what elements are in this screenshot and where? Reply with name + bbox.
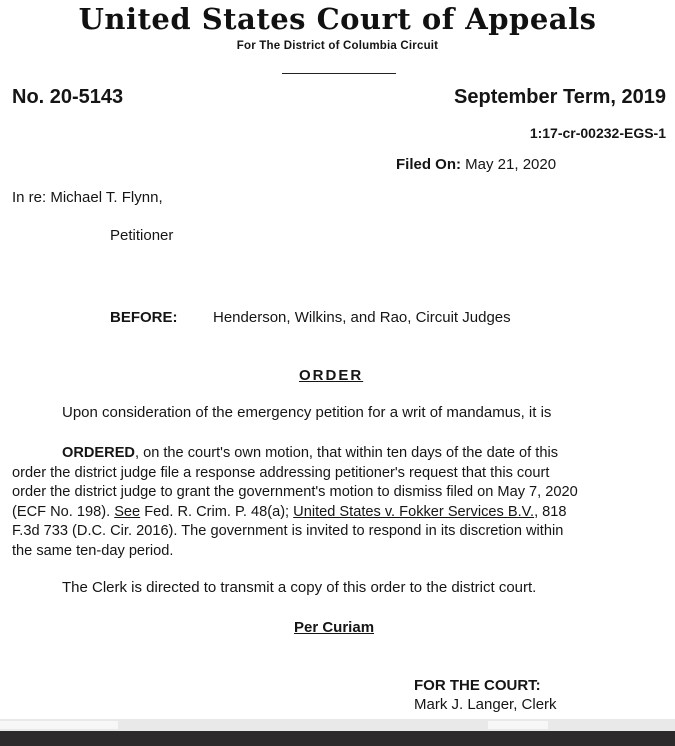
filed-date: May 21, 2020 <box>465 156 557 173</box>
docket-number: No. 20-5143 <box>12 86 124 108</box>
ecf-citation: (ECF No. 198). <box>12 503 115 520</box>
header-divider <box>282 73 396 74</box>
bottom-bar <box>0 731 675 746</box>
reporter-volume: , 818 <box>534 503 567 520</box>
order-line-3: order the district judge to grant the government's motion to dismiss filed on May 7, 2020 <box>12 484 578 500</box>
panel-judges: Henderson, Wilkins, and Rao, Circuit Judges <box>213 309 511 326</box>
order-line-1 <box>12 444 672 464</box>
per-curiam: Per Curiam <box>294 619 375 636</box>
case-citation: United States v. Fokker Services B.V. <box>293 503 535 520</box>
ordered-keyword: ORDERED <box>62 445 135 461</box>
order-line-4 <box>12 503 672 523</box>
court-name-heading: United States Court of Appeals <box>78 2 597 36</box>
order-paragraph-1: Upon consideration of the emergency petition for a writ of mandamus, it is <box>62 404 552 421</box>
order-paragraph-2 <box>12 444 672 561</box>
circuit-subheading <box>0 40 675 52</box>
order-paragraph-3: The Clerk is directed to transmit a copy of this order to the district court. <box>62 579 537 596</box>
filed-on <box>396 156 556 173</box>
circuit-subheading-text: For The District of Columbia Circuit <box>236 40 439 52</box>
order-line-6: the same ten-day period. <box>12 542 174 559</box>
for-the-court: FOR THE COURT: <box>414 677 541 694</box>
order-line-1-text: , on the court's own motion, that within ten days of the date of this <box>134 445 558 461</box>
party-role: Petitioner <box>110 227 174 244</box>
panel-label: BEFORE: <box>110 309 178 326</box>
filed-label: Filed On: <box>396 156 461 173</box>
order-line-2: order the district judge file a response addressing petitioner's request that this court <box>12 464 550 481</box>
see-signal: See <box>114 503 141 520</box>
page-edge-strip <box>0 719 675 731</box>
page-edge-segment <box>0 721 118 729</box>
page-edge-segment <box>488 721 548 729</box>
court-term: September Term, 2019 <box>454 86 666 108</box>
lower-court-number: 1:17-cr-00232-EGS-1 <box>529 125 666 141</box>
order-line-5: F.3d 733 (D.C. Cir. 2016). The government is invited to respond in its discretion within <box>12 523 564 539</box>
order-heading: ORDER <box>299 367 364 384</box>
rule-citation: Fed. R. Crim. P. 48(a); <box>140 503 294 520</box>
clerk-signature: Mark J. Langer, Clerk <box>414 696 557 713</box>
case-caption: In re: Michael T. Flynn, <box>12 189 163 206</box>
